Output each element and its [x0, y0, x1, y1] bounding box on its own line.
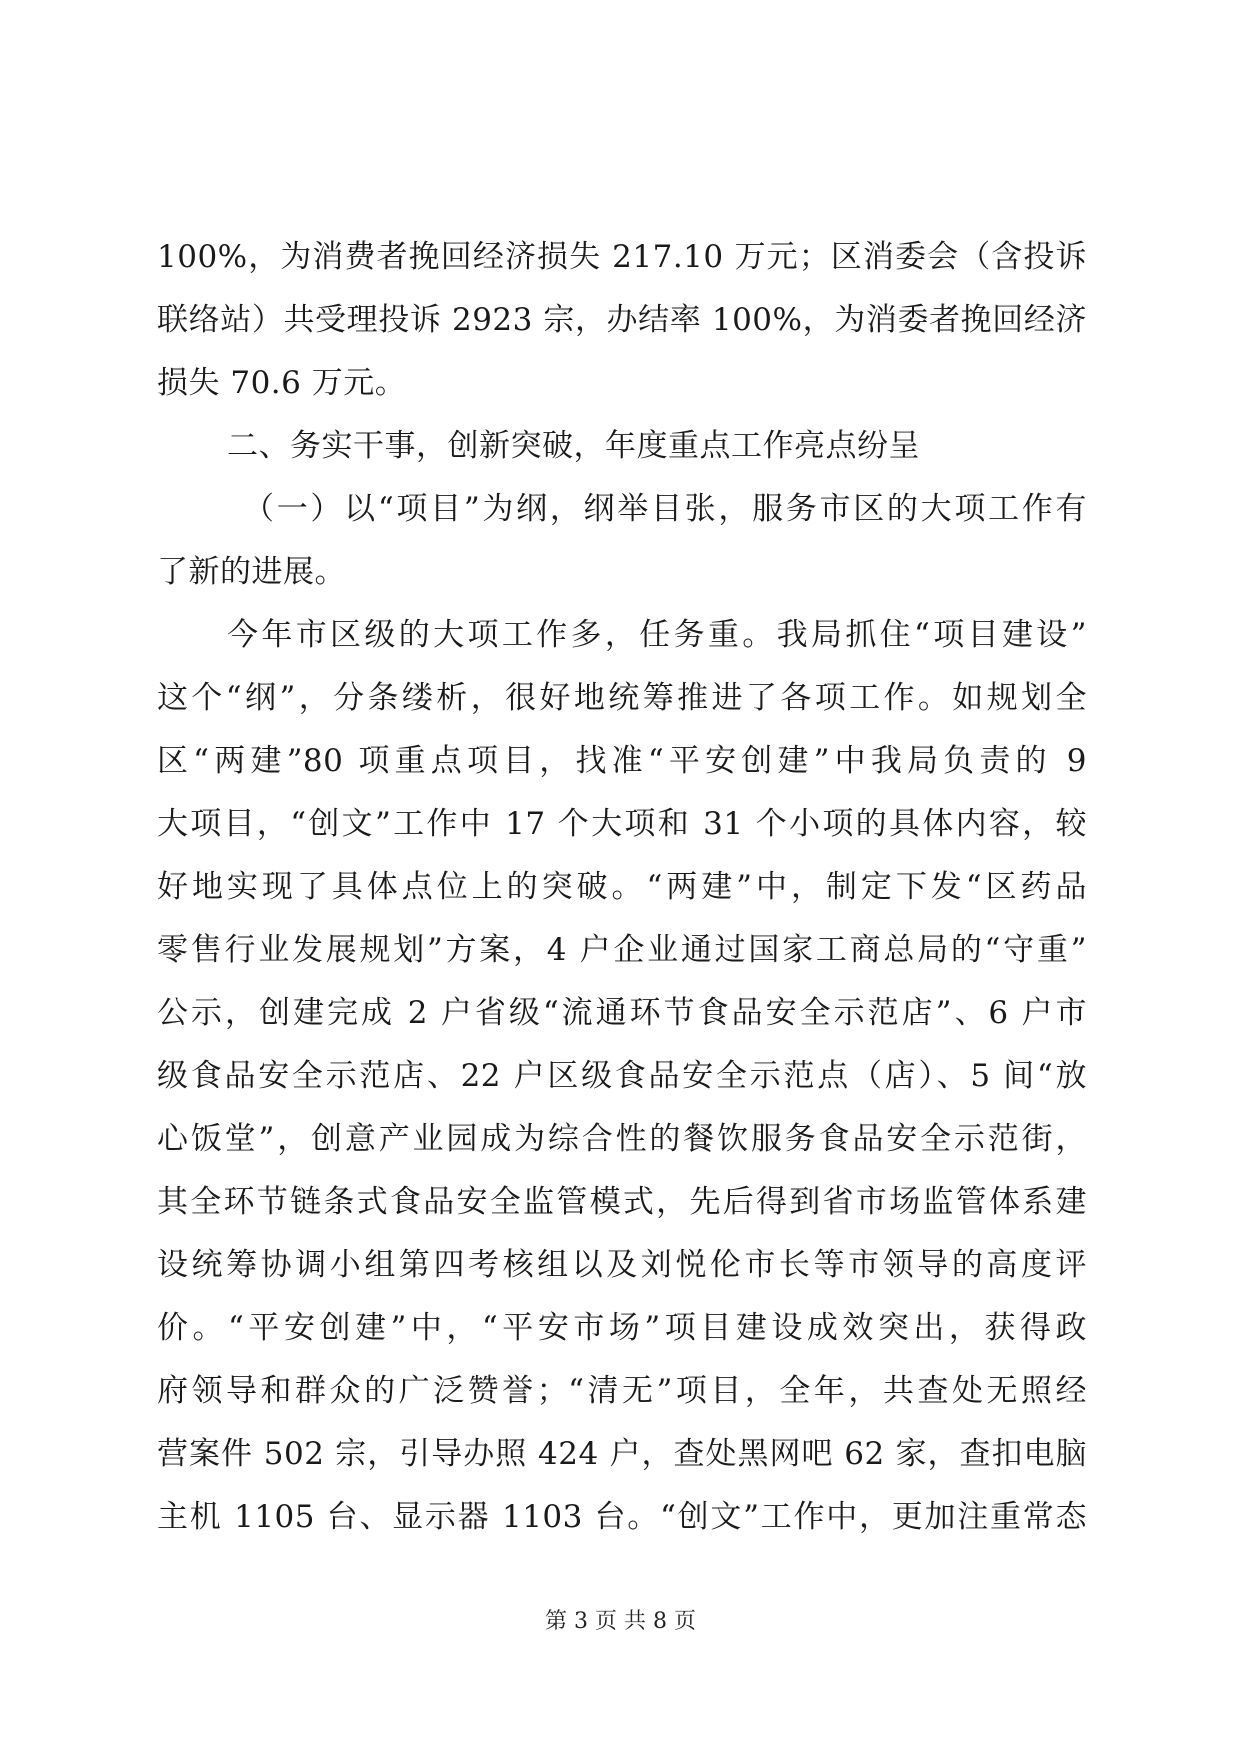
text-line: 好地实现了具体点位上的突破。“两建”中，制定下发“区药品 — [157, 869, 1087, 905]
paragraph-first-line: 今年市区级的大项工作多，任务重。我局抓住“项目建设” — [227, 617, 1087, 653]
text-line: 其全环节链条式食品安全监管模式，先后得到省市场监管体系建 — [157, 1184, 1087, 1220]
page-number-footer: 第 3 页 共 8 页 — [545, 1609, 696, 1634]
text-line: 心饭堂”，创意产业园成为综合性的餐饮服务食品安全示范街， — [157, 1121, 1087, 1157]
text-line: 级食品安全示范店、22 户区级食品安全示范点（店）、5 间“放 — [157, 1058, 1087, 1094]
text-line: 营案件 502 宗，引导办照 424 户，查处黑网吧 62 家，查扣电脑 — [157, 1436, 1087, 1472]
text-line: 主机 1105 台、显示器 1103 台。“创文”工作中，更加注重常态 — [157, 1499, 1087, 1535]
subsection-heading: （一）以“项目”为纲，纲举目张，服务市区的大项工作有 — [243, 491, 1087, 527]
text-line: 府领导和群众的广泛赞誉；“清无”项目，全年，共查处无照经 — [157, 1373, 1087, 1409]
text-line: 这个“纲”，分条缕析，很好地统筹推进了各项工作。如规划全 — [157, 680, 1087, 716]
text-line: 零售行业发展规划”方案，4 户企业通过国家工商总局的“守重” — [157, 932, 1087, 968]
text-line: 100%，为消费者挽回经济损失 217.10 万元；区消委会（含投诉 — [157, 239, 1087, 275]
text-line: 设统筹协调小组第四考核组以及刘悦伦市长等市领导的高度评 — [157, 1247, 1087, 1283]
text-line: 区“两建”80 项重点项目，找准“平安创建”中我局负责的 9 — [157, 743, 1087, 779]
text-line: 联络站）共受理投诉 2923 宗，办结率 100%，为消委者挽回经济 — [157, 302, 1087, 338]
section-heading: 二、务实干事，创新突破，年度重点工作亮点纷呈 — [227, 428, 920, 464]
text-line: 公示，创建完成 2 户省级“流通环节食品安全示范店”、6 户市 — [157, 995, 1087, 1031]
text-line: 损失 70.6 万元。 — [157, 365, 407, 401]
document-body — [157, 226, 1087, 1549]
text-line: 价。“平安创建”中，“平安市场”项目建设成效突出，获得政 — [157, 1310, 1087, 1346]
text-line: 了新的进展。 — [157, 554, 346, 590]
text-line: 大项目，“创文”工作中 17 个大项和 31 个小项的具体内容，较 — [157, 806, 1087, 842]
